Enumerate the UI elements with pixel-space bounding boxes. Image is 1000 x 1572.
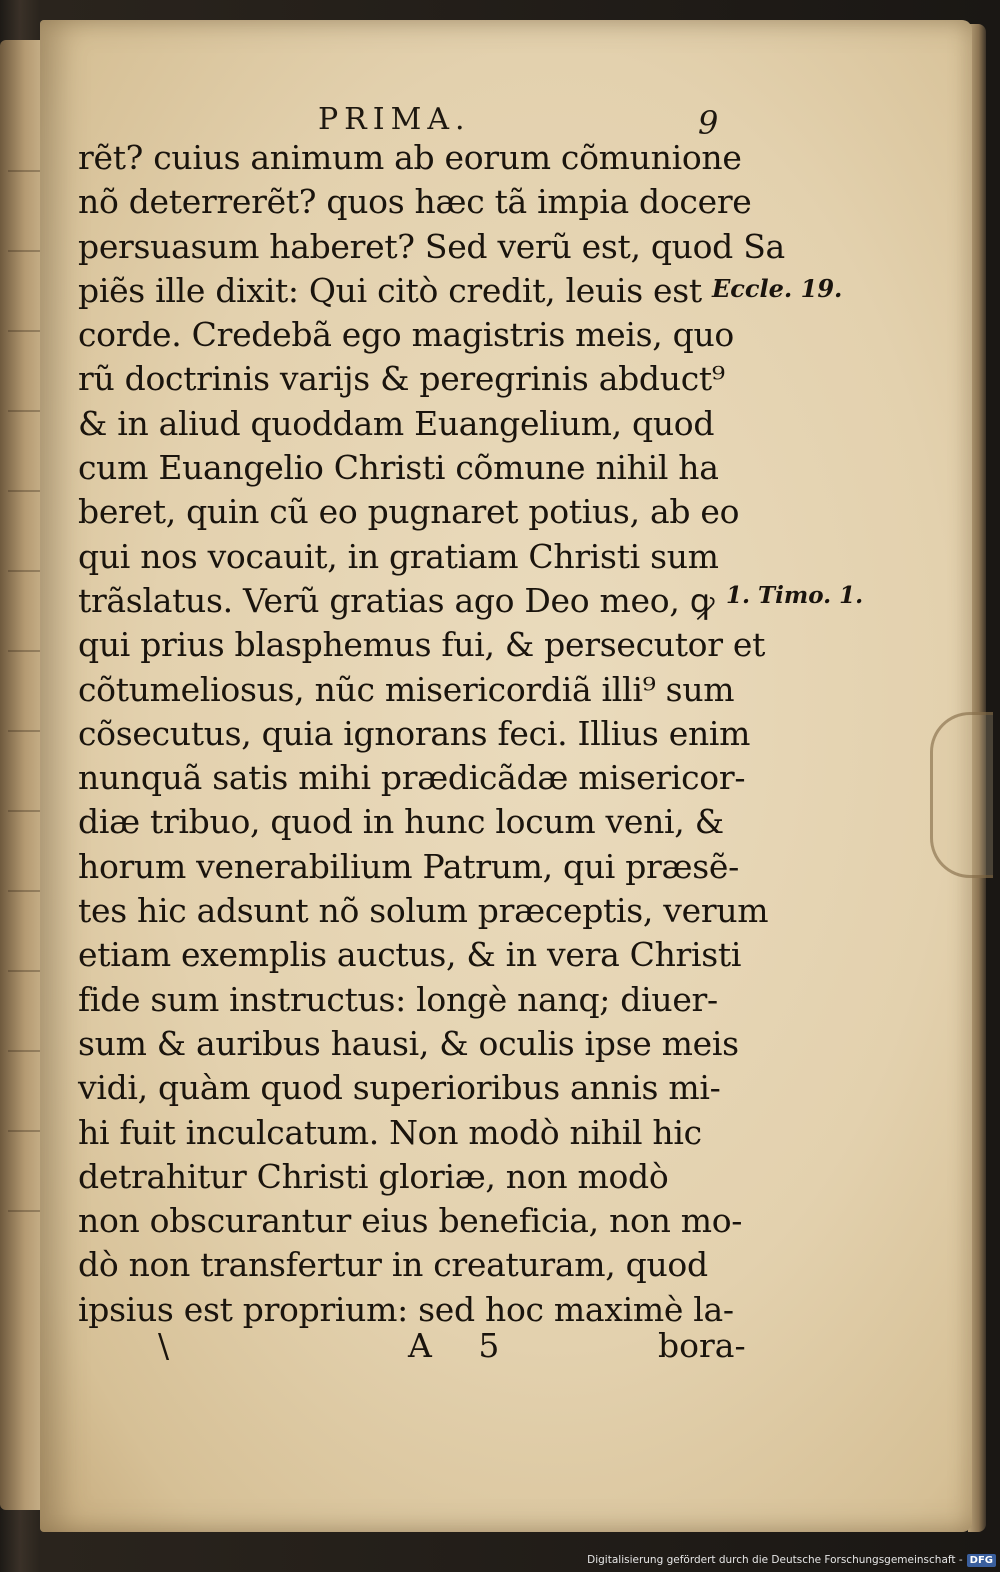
- catchword: bora-: [658, 1326, 746, 1365]
- text-line: cum Euangelio Christi cõmune nihil ha: [78, 448, 719, 488]
- text-line: fide sum instructus: longè nanq; diuer-: [78, 979, 718, 1019]
- text-line: piẽs ille dixit: Qui citò credit, leuis est: [78, 270, 702, 310]
- text-line: nunquã satis mihi prædicãdæ misericor-: [78, 758, 746, 798]
- text-line: vidi, quàm quod superioribus annis mi-: [78, 1068, 721, 1108]
- marginal-note-timothy: 1. Timo. 1.: [726, 582, 864, 609]
- text-line: non obscurantur eius beneficia, non mo-: [78, 1201, 743, 1241]
- stray-mark: \: [158, 1326, 170, 1365]
- text-line: persuasum haberet? Sed verũ est, quod Sa: [78, 226, 785, 266]
- text-line: trãslatus. Verũ gratias ago Deo meo, ꝙ: [78, 580, 715, 620]
- digitization-credit-bar: [587, 1550, 996, 1570]
- text-line: corde. Credebã ego magistris meis, quo: [78, 315, 734, 355]
- marginal-note-ecclesiasticus: Eccle. 19.: [712, 274, 843, 303]
- page-footer: [78, 1326, 758, 1376]
- clasp-shadow: [930, 712, 993, 878]
- text-line: ipsius est proprium: sed hoc maximè la-: [78, 1289, 734, 1329]
- text-line: beret, quin cũ eo pugnaret potius, ab eo: [78, 492, 740, 532]
- running-head: PRIMA.: [318, 102, 471, 137]
- dfg-logo: DFG: [967, 1554, 996, 1567]
- text-line: tes hic adsunt nõ solum præceptis, verum: [78, 891, 769, 931]
- text-line: etiam exemplis auctus, & in vera Christi: [78, 935, 742, 975]
- page-number: 9: [698, 104, 719, 142]
- text-line: sum & auribus hausi, & oculis ipse meis: [78, 1023, 739, 1063]
- text-line: cõtumeliosus, nũc misericordiã illi⁹ sum: [78, 669, 735, 709]
- text-line: dò non transfertur in creaturam, quod: [78, 1245, 708, 1285]
- text-line: cõsecutus, quia ignorans feci. Illius enim: [78, 713, 751, 753]
- digitization-credit: Digitalisierung gefördert durch die Deutsche Forschungsgemeinschaft -: [587, 1554, 963, 1566]
- text-line: rũ doctrinis varijs & peregrinis abduct⁹: [78, 359, 725, 399]
- signature-mark: A 5: [408, 1326, 518, 1365]
- text-line: detrahitur Christi gloriæ, non modò: [78, 1156, 669, 1196]
- text-line: rẽt? cuius animum ab eorum cõmunione: [78, 138, 742, 177]
- text-line: qui prius blasphemus fui, & persecutor et: [78, 625, 766, 665]
- text-line: qui nos vocauit, in gratiam Christi sum: [78, 536, 719, 576]
- text-line: nõ deterrerẽt? quos hæc tã impia docere: [78, 182, 752, 222]
- text-line: hi fuit inculcatum. Non modò nihil hic: [78, 1112, 702, 1152]
- text-line: & in aliud quoddam Euangelium, quod: [78, 403, 715, 443]
- text-line: diæ tribuo, quod in hunc locum veni, &: [78, 802, 724, 842]
- text-line: horum venerabilium Patrum, qui præsẽ-: [78, 846, 739, 886]
